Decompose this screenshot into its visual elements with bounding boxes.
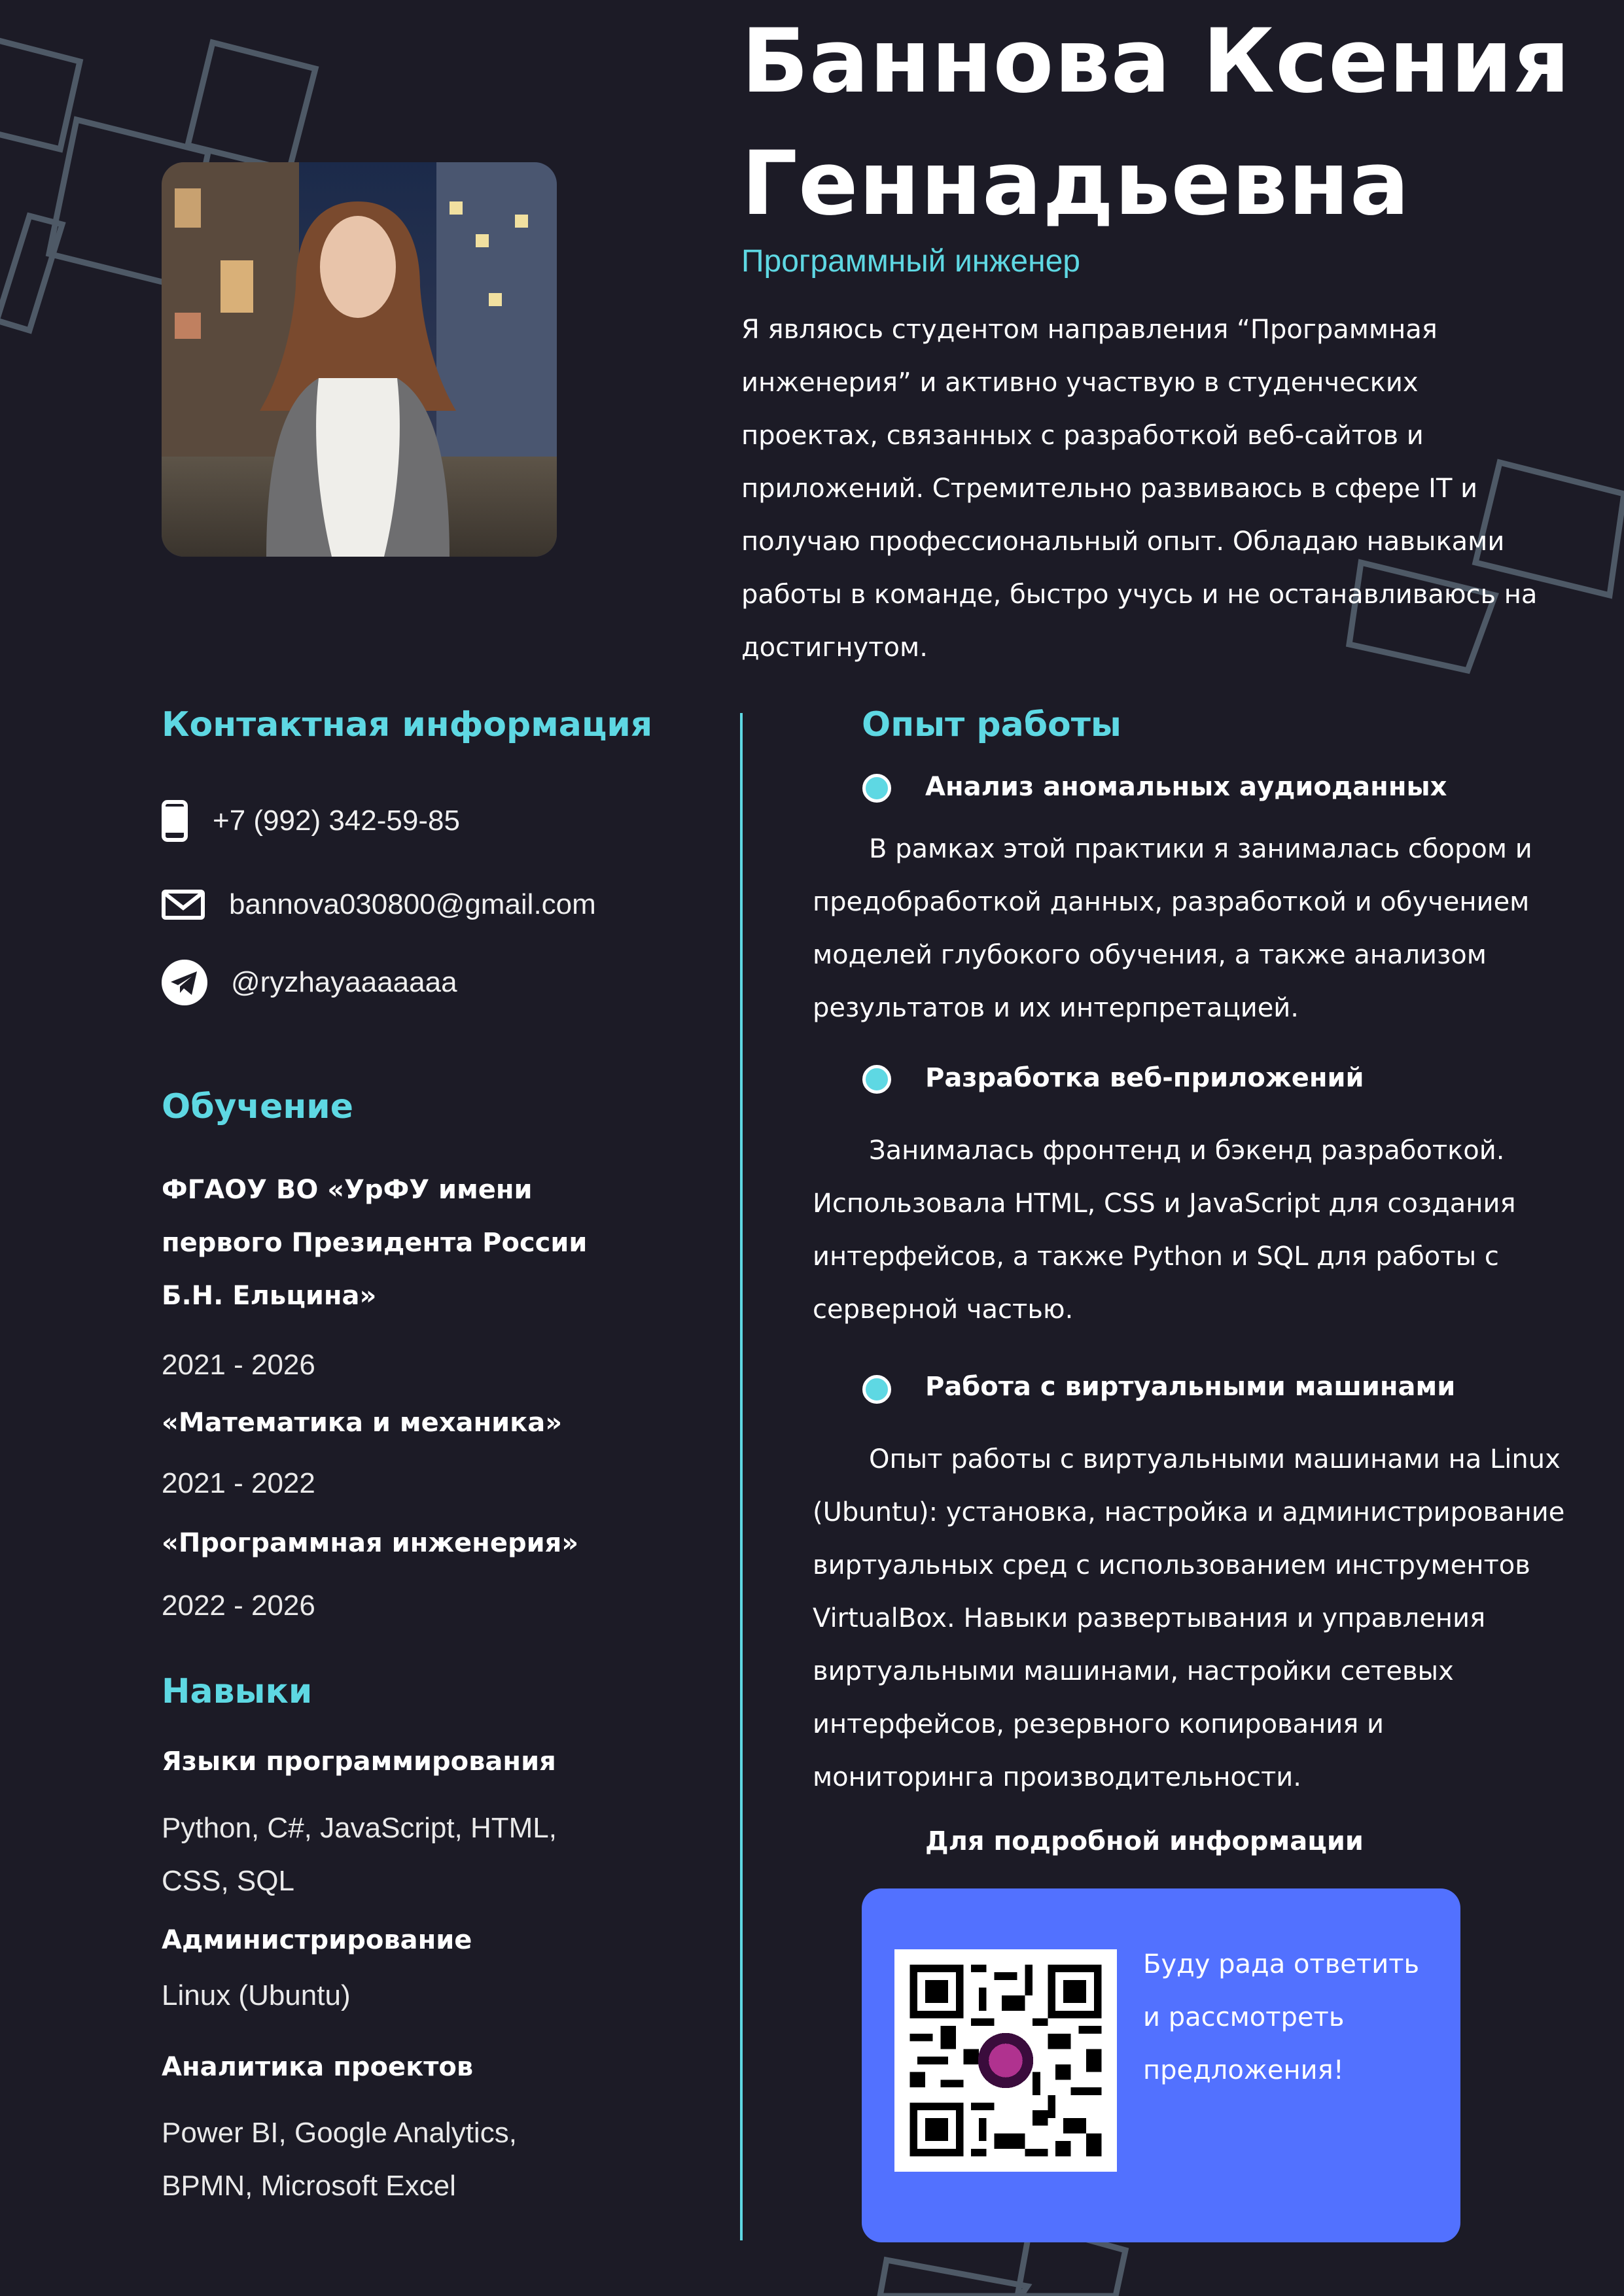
job-title-2: Разработка веб-приложений	[925, 1063, 1364, 1093]
skills-admin-value: Linux (Ubuntu)	[162, 1979, 351, 2011]
skills-admin-title: Администрирование	[162, 1925, 472, 1955]
contact-card-text: Буду рада ответить и рассмотреть предложения!	[1143, 1949, 1420, 2085]
contact-telegram	[162, 960, 457, 1005]
about-text: Я являюсь студентом направления “Программная инженерия” и активно участвую в студенческих проектах, связанных с разработкой веб-сайтов и приложений. Стремительно развиваюсь в сфере IT и получаю профессиональный опыт. Обладаю навыками работы в команде, быстро учусь и не останавливаюсь на достигнутом.	[741, 315, 1538, 663]
experience-title: Опыт работы	[862, 705, 1121, 744]
contact-email	[162, 882, 596, 928]
program-math: «Математика и механика»	[162, 1408, 563, 1438]
name-line-2: Геннадьевна	[741, 132, 1410, 235]
job-role: Программный инженер	[741, 244, 1080, 279]
skills-analytics-value: Power BI, Google Analytics, BPMN, Microsoft Excel	[162, 2117, 517, 2202]
more-info-title: Для подробной информации	[925, 1826, 1364, 1856]
bullet-icon	[862, 774, 891, 803]
qr-code[interactable]	[894, 1949, 1117, 2172]
program-se-years: 2022 - 2026	[162, 1590, 315, 1622]
column-divider	[740, 713, 743, 2240]
program-math-years: 2021 - 2022	[162, 1467, 315, 1499]
contact-card	[862, 1888, 1460, 2242]
education-title: Обучение	[162, 1087, 354, 1126]
job-description-1: В рамках этой практики я занималась сбором и предобработкой данных, разработкой и обучением моделей глубокого обучения, а также анализом результатов и их интерпретацией.	[813, 834, 1532, 1023]
bullet-icon	[862, 1375, 891, 1404]
profile-photo	[162, 162, 557, 557]
phone-number[interactable]: +7 (992) 342-59-85	[213, 805, 460, 837]
job-description-3: Опыт работы с виртуальными машинами на Linux (Ubuntu): установка, настройка и администрирование виртуальных сред с использованием инструментов VirtualBox. Навыки развертывания и управления виртуальными машинами, настройки сетевых интерфейсов, резервного копирования и мониторинга производительности.	[813, 1444, 1565, 1792]
job-title-3: Работа с виртуальными машинами	[925, 1372, 1456, 1402]
contact-phone	[162, 798, 460, 844]
email-address[interactable]: bannova030800@gmail.com	[229, 888, 596, 920]
phone-icon	[162, 798, 207, 844]
skills-languages-title: Языки программирования	[162, 1747, 556, 1777]
mail-icon	[162, 882, 207, 928]
skills-title: Навыки	[162, 1672, 313, 1711]
university-years: 2021 - 2026	[162, 1349, 315, 1381]
job-title-1: Анализ аномальных аудиоданных	[925, 772, 1447, 802]
skills-languages-value: Python, C#, JavaScript, HTML, CSS, SQL	[162, 1812, 557, 1897]
university-name: ФГАОУ ВО «УрФУ имени первого Президента России Б.Н. Ельцина»	[162, 1175, 588, 1311]
full-name	[741, 0, 1605, 245]
job-description-2: Занималась фронтенд и бэкенд разработкой. Использовала HTML, CSS и JavaScript для создания интерфейсов, а также Python и SQL для работы с серверной частью.	[813, 1136, 1516, 1325]
contacts-title: Контактная информация	[162, 705, 653, 744]
bullet-icon	[862, 1065, 891, 1094]
telegram-handle[interactable]: @ryzhayaaaaaaa	[231, 966, 457, 998]
program-se: «Программная инженерия»	[162, 1528, 579, 1558]
skills-analytics-title: Аналитика проектов	[162, 2052, 474, 2082]
telegram-icon	[162, 960, 207, 1005]
name-line-1: Баннова Ксения	[741, 10, 1571, 113]
